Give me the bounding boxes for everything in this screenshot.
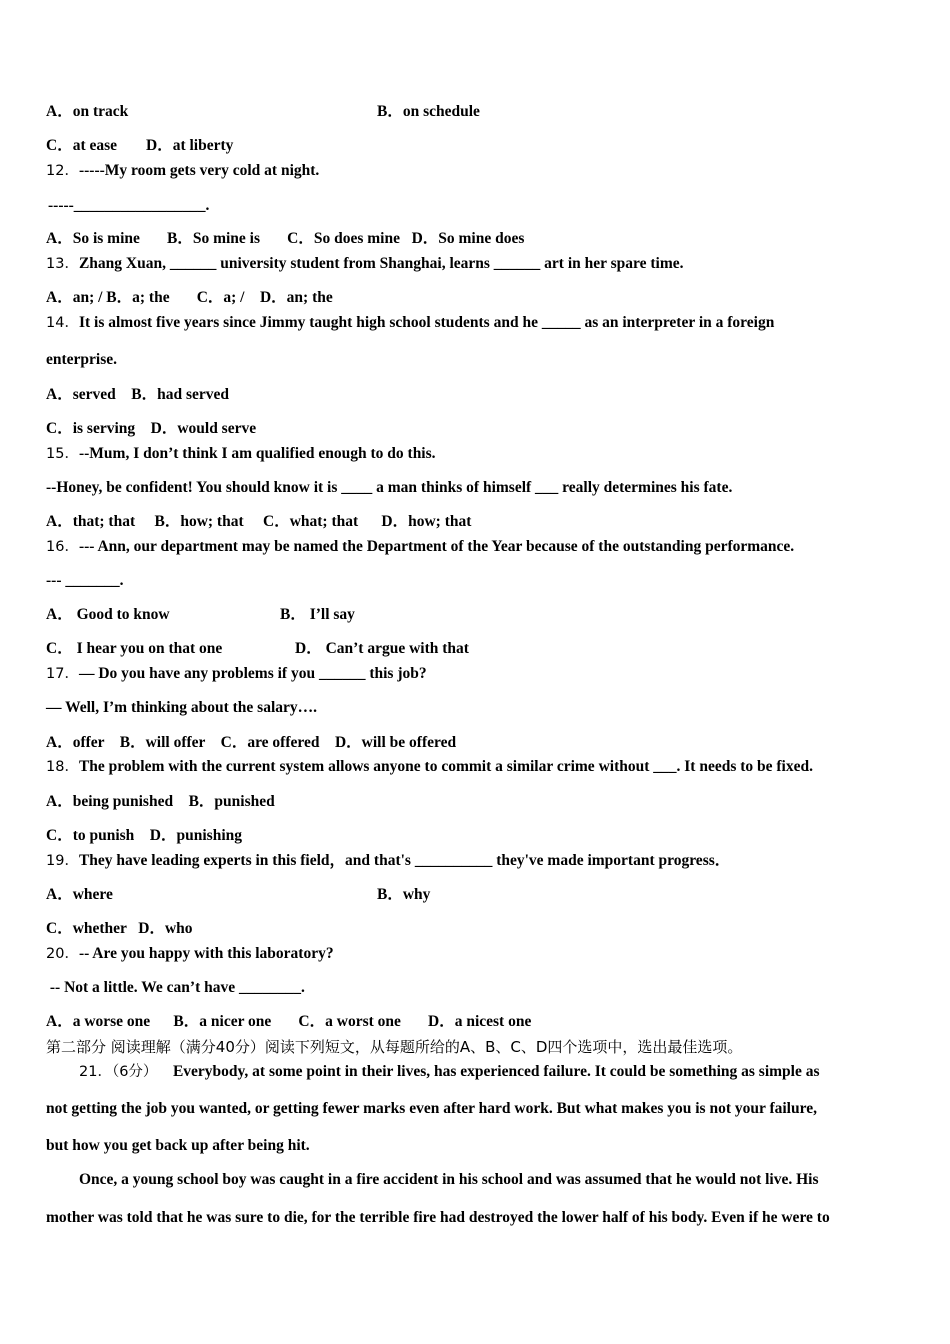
q12-text: -----My room gets very cold at night.	[78, 162, 320, 179]
q12-options: A．So is mine B．So mine is C．So does mine D．So mine does	[46, 230, 525, 247]
q21-p1-l1-text: Everybody, at some point in their lives, has experienced failure. It could be something as simple as	[172, 1063, 820, 1080]
q20-stem2: -- Not a little. We can’t have ________.	[46, 979, 305, 996]
q21-paragraph2-line1: Once, a young school boy was caught in a fire accident in his school and was assumed that he would not live. His	[79, 1171, 819, 1188]
q16-option-d: D． Can’t argue with that	[295, 640, 469, 657]
q16-stem	[46, 537, 794, 557]
q14-stem-continued: enterprise.	[46, 351, 118, 368]
q15-stem	[46, 444, 436, 464]
q15-stem2: --Honey, be confident! You should know it is ____ a man thinks of himself ___ really determines his fate.	[46, 479, 733, 496]
q18-options-row2: C．to punish D．punishing	[46, 827, 242, 844]
q13-options: A．an; / B．a; the C．a; / D．an; the	[46, 289, 333, 306]
q11-option-d: D．at liberty	[146, 137, 234, 154]
q19-options-cd: C．whether D．who	[46, 920, 193, 937]
q14-options-row1: A．served B．had served	[46, 386, 229, 403]
q15-text: --Mum, I don’t think I am qualified enough to do this.	[78, 445, 436, 462]
q12-stem	[46, 161, 319, 181]
q17-text: — Do you have any problems if you ______ this job?	[78, 665, 427, 682]
q17-options: A．offer B．will offer C．are offered D．will be offered	[46, 734, 457, 751]
q12-number: 12．	[46, 163, 79, 179]
q18-text: The problem with the current system allows anyone to commit a similar crime without ___. It needs to be fixed.	[78, 758, 813, 775]
q21-paragraph1-line2: not getting the job you wanted, or getting fewer marks even after hard work. But what makes you is not your failure,	[46, 1100, 817, 1117]
q21-number: 21．（6分）	[79, 1064, 158, 1080]
q14-stem	[46, 313, 774, 333]
q11-option-b: B．on schedule	[377, 103, 480, 120]
q19-number: 19．	[46, 853, 79, 869]
q20-stem	[46, 944, 334, 964]
q16-number: 16．	[46, 539, 79, 555]
q21-paragraph2-line2: mother was told that he was sure to die, for the terrible fire had destroyed the lower half of his body. Even if he were to	[46, 1209, 830, 1226]
q14-options-row2: C．is serving D．would serve	[46, 420, 257, 437]
q16-blank: --- _______.	[46, 572, 124, 589]
q19-stem	[46, 851, 730, 871]
q17-stem2: — Well, I’m thinking about the salary….	[46, 699, 318, 716]
q20-options: A．a worse one B．a nicer one C．a worst one D．a nicest one	[46, 1013, 532, 1030]
q13-text: Zhang Xuan, ______ university student from Shanghai, learns ______ art in her spare time.	[78, 255, 684, 272]
q16-option-a: A． Good to know	[46, 606, 170, 623]
q15-options: A．that; that B．how; that C．what; that D．how; that	[46, 513, 472, 530]
q21-paragraph1-line1	[79, 1062, 820, 1082]
q16-option-c: C． I hear you on that one	[46, 640, 223, 657]
q18-number: 18．	[46, 759, 79, 775]
q18-stem	[46, 757, 813, 777]
q12-blank: -----_________________.	[48, 197, 210, 214]
q14-text: It is almost five years since Jimmy taught high school students and he _____ as an interpreter in a foreign	[78, 314, 775, 331]
q13-number: 13．	[46, 256, 79, 272]
q20-text: -- Are you happy with this laboratory?	[78, 945, 334, 962]
q21-paragraph1-line3: but how you get back up after being hit.	[46, 1137, 310, 1154]
part2-heading: 第二部分 阅读理解（满分40分）阅读下列短文，从每题所给的A、B、C、D四个选项中，选出最佳选项。	[46, 1038, 743, 1056]
q16-option-b: B． I’ll say	[280, 606, 355, 623]
q14-number: 14．	[46, 315, 79, 331]
q19-text: They have leading experts in this field，and that's __________ they've made important progress．	[78, 852, 731, 869]
q17-number: 17．	[46, 666, 79, 682]
q17-stem	[46, 664, 427, 684]
q19-option-a: A．where	[46, 886, 113, 903]
q11-option-c: C．at ease	[46, 137, 118, 154]
q16-text: --- Ann, our department may be named the Department of the Year because of the outstanding performance.	[78, 538, 795, 555]
q19-option-b: B．why	[377, 886, 431, 903]
q18-options-row1: A．being punished B．punished	[46, 793, 275, 810]
q13-stem	[46, 254, 684, 274]
q15-number: 15．	[46, 446, 79, 462]
q20-number: 20．	[46, 946, 79, 962]
q11-option-a: A．on track	[46, 103, 129, 120]
